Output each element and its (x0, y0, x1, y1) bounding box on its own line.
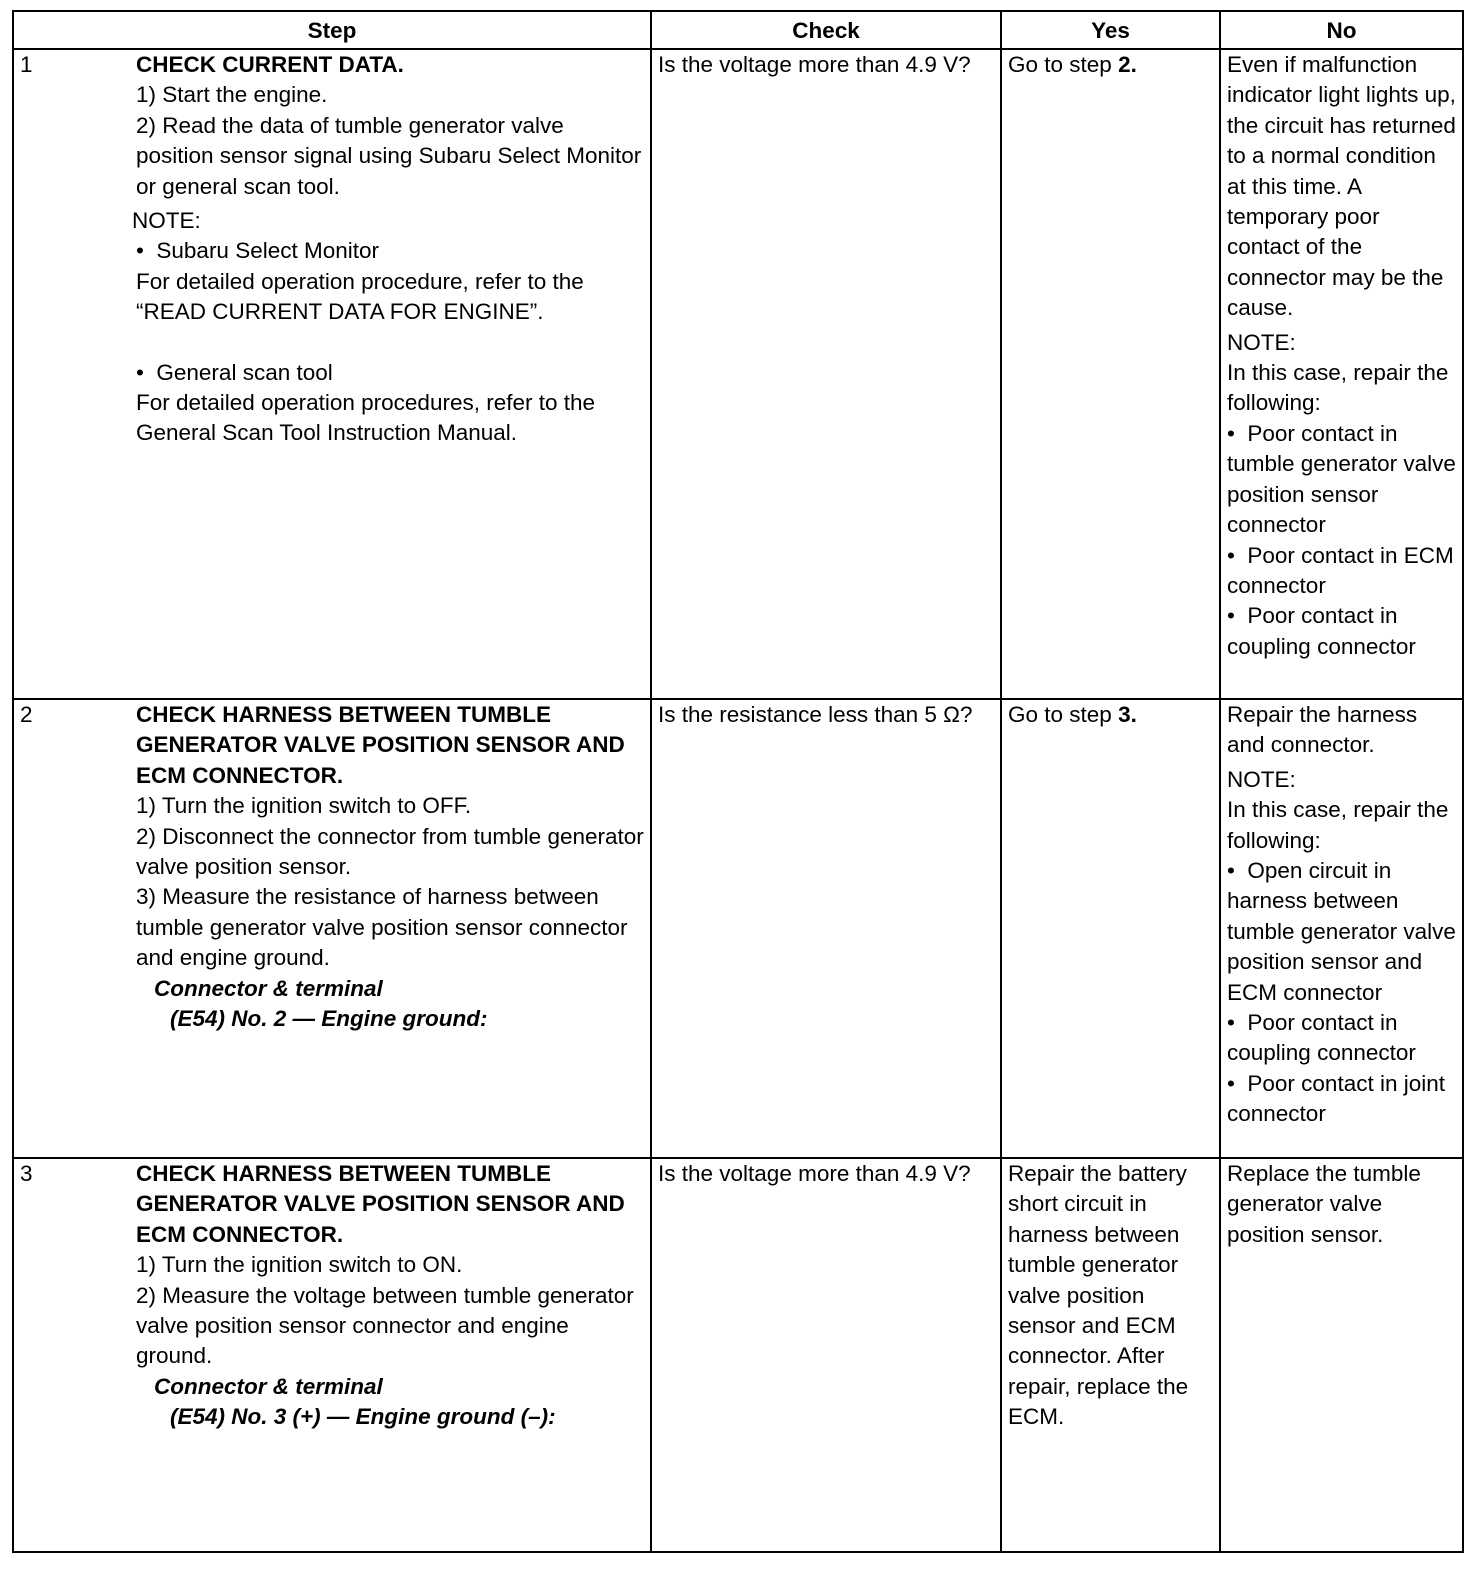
step-number: 1 (20, 52, 33, 77)
yes-text: Go to step (1008, 702, 1119, 727)
check-cell (651, 1158, 1001, 1552)
no-text: Repair the harness and connector. (1227, 702, 1418, 758)
connector-label: Connector & terminal (154, 1373, 383, 1399)
header-yes: Yes (1001, 11, 1220, 49)
no-text: Even if malfunction indicator light lights up, the circuit has returned to a normal condition at this time. A temporary poor contact of the connector may be the cause. (1227, 52, 1456, 321)
yes-text: Go to step (1008, 52, 1119, 77)
step-cell (13, 49, 651, 699)
step-title: CHECK HARNESS BETWEEN TUMBLE GENERATOR VALVE POSITION SENSOR AND ECM CONNECTOR. (136, 702, 625, 788)
check-cell (651, 49, 1001, 699)
yes-step-ref: 2. (1118, 52, 1137, 77)
no-bullet: • Poor contact in tumble generator valve position sensor connector (1227, 419, 1456, 541)
no-cell (1220, 699, 1463, 1158)
step-cell (13, 699, 651, 1158)
header-step: Step (13, 11, 651, 49)
no-cell (1220, 49, 1463, 699)
instruction: 2) Measure the voltage between tumble generator valve position sensor connector and engine ground. (136, 1282, 634, 1369)
step-number: 2 (20, 702, 33, 727)
header-no: No (1220, 11, 1463, 49)
note-bullet: • Subaru Select Monitor (136, 236, 644, 266)
no-bullet: • Poor contact in coupling connector (1227, 1008, 1456, 1069)
diagnostic-table (12, 10, 1464, 1553)
table-row (13, 699, 1463, 1158)
no-text: Replace the tumble generator valve position sensor. (1227, 1161, 1421, 1247)
header-check: Check (651, 11, 1001, 49)
step-number: 3 (20, 1161, 33, 1186)
yes-text: Repair the battery short circuit in harness between tumble generator valve position sensor and ECM connector. After repair, replace the ECM. (1008, 1161, 1189, 1430)
table-row (13, 49, 1463, 699)
header-row (13, 11, 1463, 49)
step-title: CHECK HARNESS BETWEEN TUMBLE GENERATOR VALVE POSITION SENSOR AND ECM CONNECTOR. (136, 1161, 625, 1247)
connector-label: Connector & terminal (154, 975, 383, 1001)
check-cell (651, 699, 1001, 1158)
check-question: Is the resistance less than 5 Ω? (658, 702, 973, 727)
no-bullet: • Poor contact in joint connector (1227, 1069, 1456, 1130)
instruction: 2) Read the data of tumble generator valve position sensor signal using Subaru Select Monitor or general scan tool. (136, 112, 642, 199)
yes-step-ref: 3. (1118, 702, 1137, 727)
instruction: 1) Start the engine. (136, 82, 328, 108)
check-question: Is the voltage more than 4.9 V? (658, 52, 971, 77)
no-cell (1220, 1158, 1463, 1552)
yes-cell (1001, 1158, 1220, 1552)
table-row (13, 1158, 1463, 1552)
instruction: 2) Disconnect the connector from tumble generator valve position sensor. (136, 823, 644, 880)
note-bullet: • General scan tool (136, 358, 644, 388)
no-bullet: • Poor contact in coupling connector (1227, 601, 1456, 662)
note-text: For detailed operation procedure, refer to the “READ CURRENT DATA FOR ENGINE”. (136, 268, 584, 325)
instruction: 1) Turn the ignition switch to ON. (136, 1252, 463, 1278)
no-note-label: NOTE: (1227, 766, 1296, 792)
no-note-intro: In this case, repair the following: (1227, 797, 1449, 853)
no-bullet: • Open circuit in harness between tumble generator valve position sensor and ECM connector (1227, 856, 1456, 1008)
note-text: For detailed operation procedures, refer to the General Scan Tool Instruction Manual. (136, 390, 596, 446)
no-note-label: NOTE: (1227, 329, 1296, 355)
note-label: NOTE: (132, 208, 201, 234)
step-title: CHECK CURRENT DATA. (136, 52, 404, 77)
yes-cell (1001, 49, 1220, 699)
yes-cell (1001, 699, 1220, 1158)
connector-value: (E54) No. 2 — Engine ground: (170, 1006, 488, 1032)
connector-value: (E54) No. 3 (+) — Engine ground (–): (170, 1404, 556, 1430)
check-question: Is the voltage more than 4.9 V? (658, 1161, 971, 1186)
instruction: 3) Measure the resistance of harness between tumble generator valve position sensor connector and engine ground. (136, 884, 628, 971)
no-bullet: • Poor contact in ECM connector (1227, 541, 1456, 602)
step-cell (13, 1158, 651, 1552)
instruction: 1) Turn the ignition switch to OFF. (136, 793, 472, 819)
no-note-intro: In this case, repair the following: (1227, 360, 1449, 416)
